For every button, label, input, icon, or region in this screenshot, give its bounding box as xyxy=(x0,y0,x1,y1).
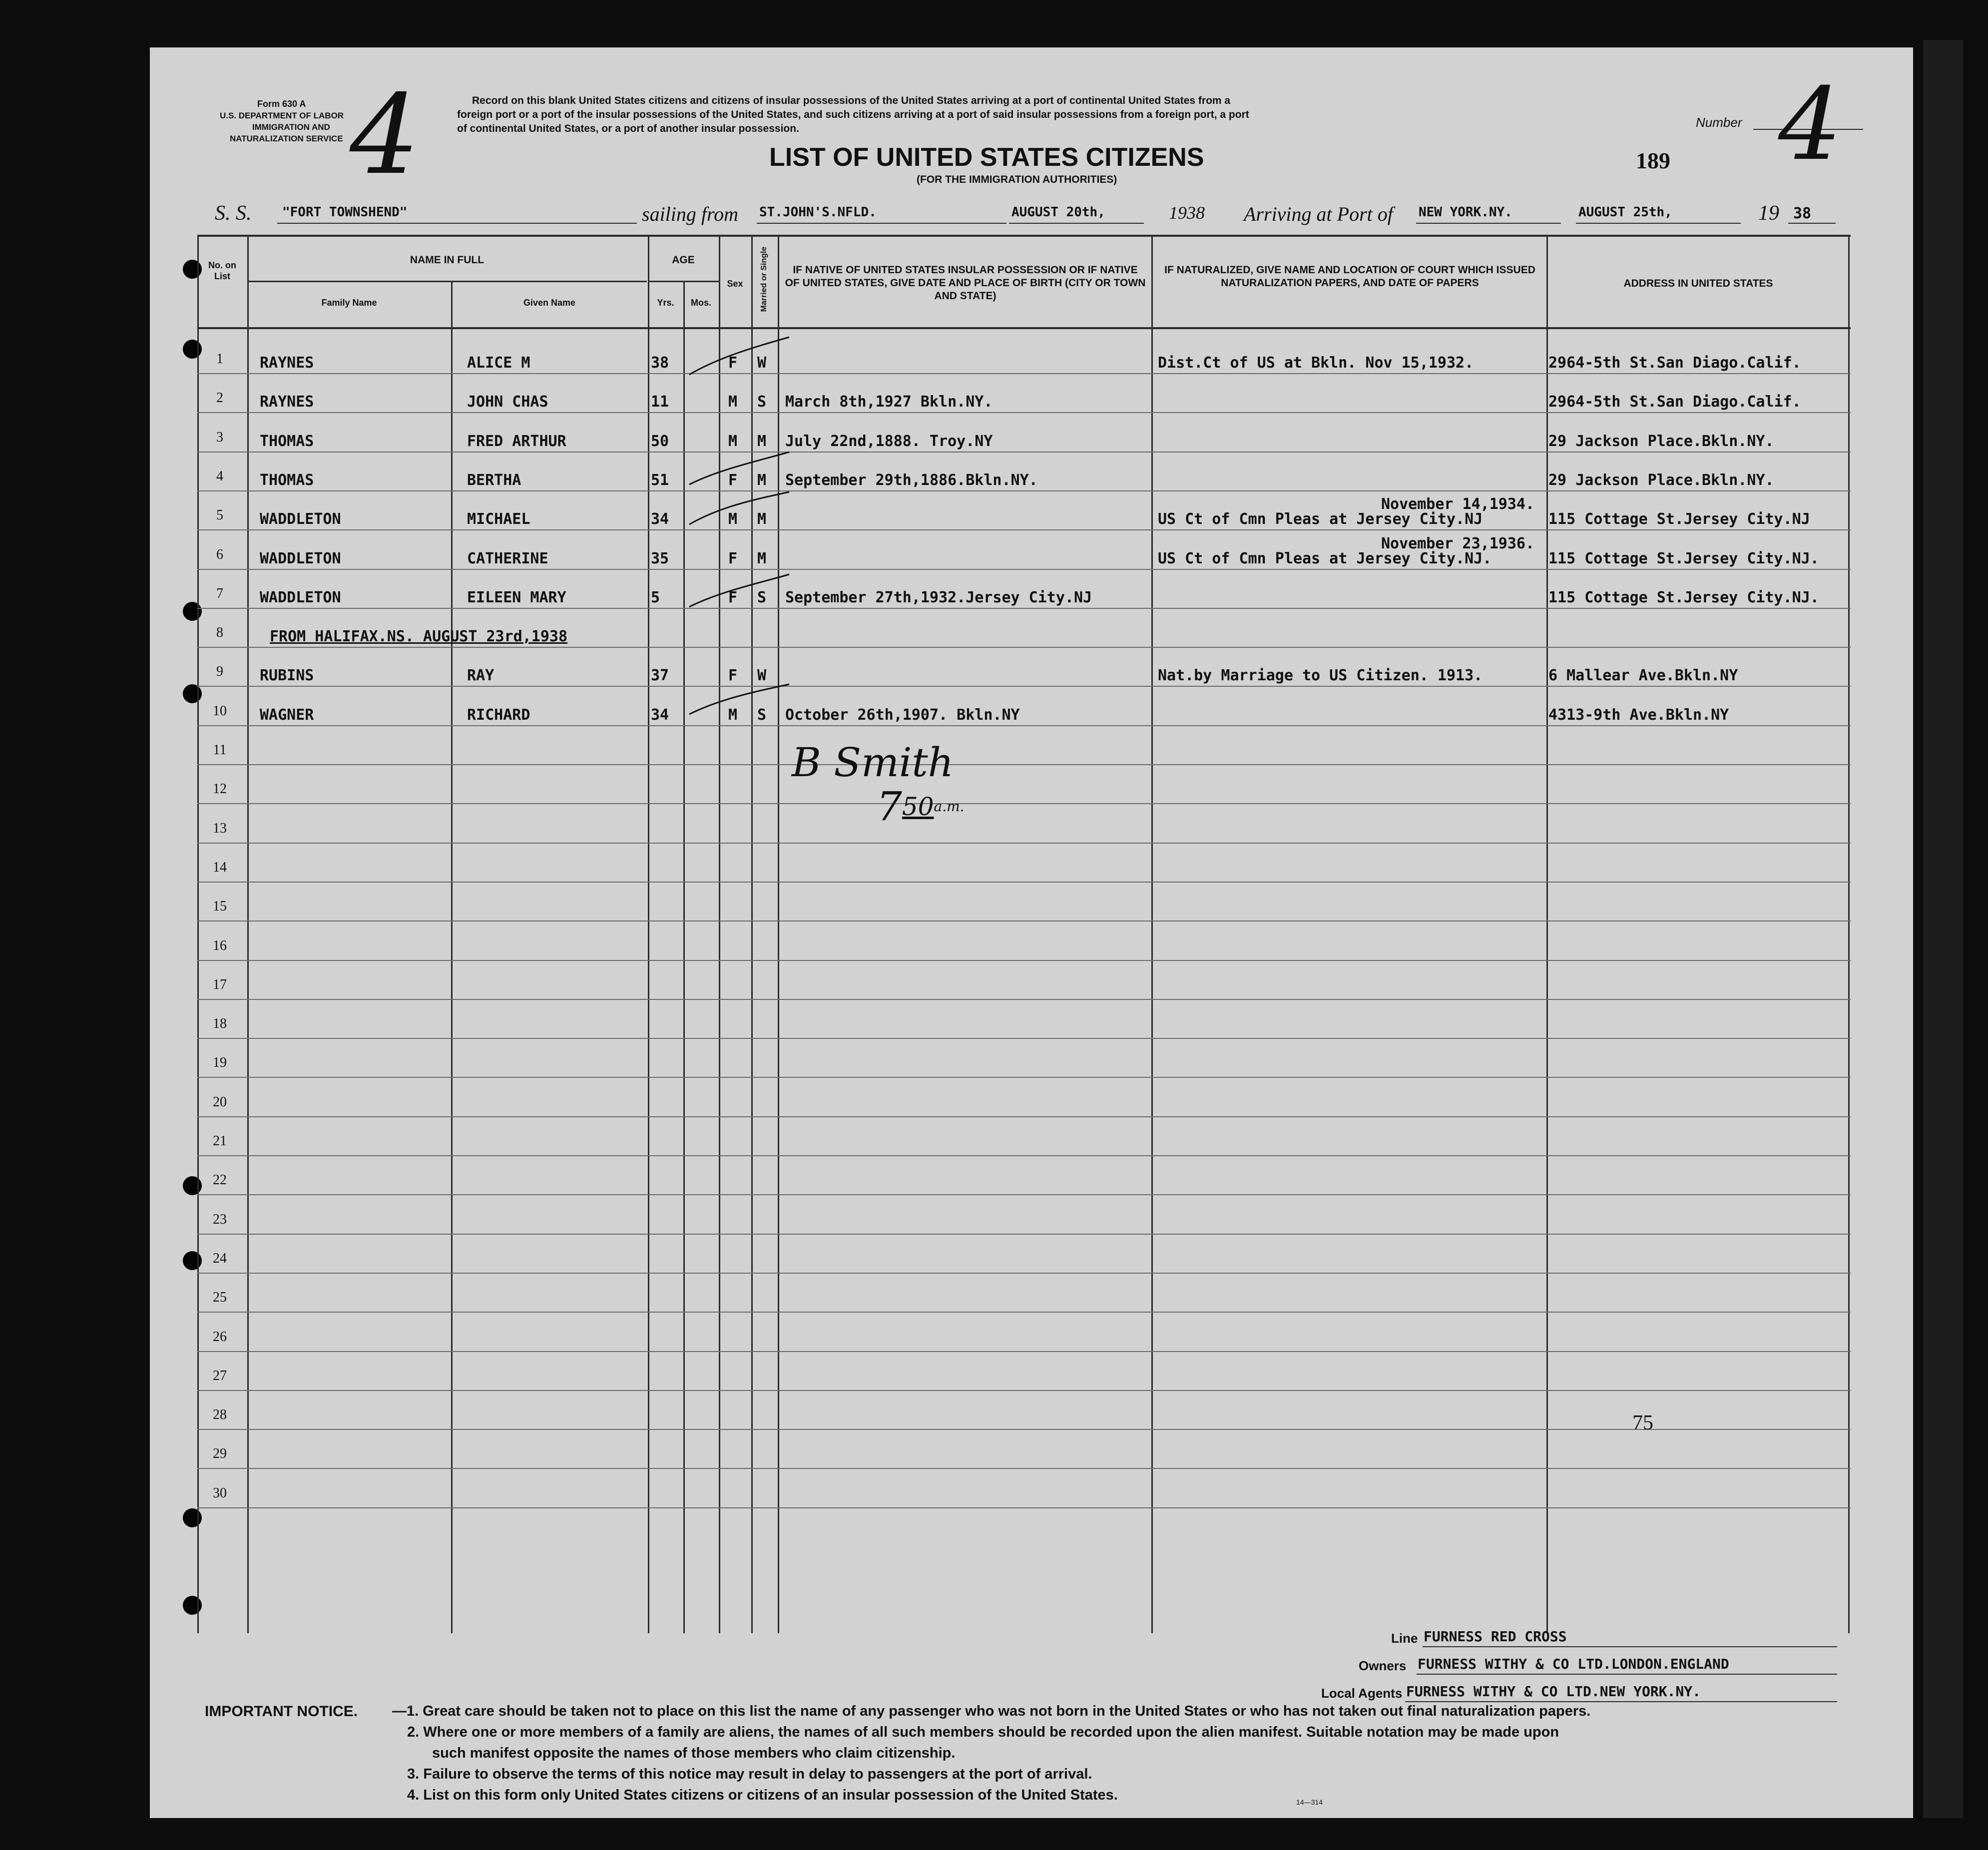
naturalization-cell: US Ct of Cmn Pleas at Jersey City.NJ xyxy=(1158,510,1483,528)
row-line xyxy=(197,1312,1851,1313)
row-line xyxy=(197,882,1851,883)
age-years-cell: 51 xyxy=(651,471,669,489)
row-number: 21 xyxy=(213,1133,227,1149)
notice-4: 4. List on this form only United States citizens or citizens of an insular possession of the United States. xyxy=(407,1787,1118,1803)
given-name-cell: ALICE M xyxy=(467,354,530,372)
sex-cell: F xyxy=(728,471,738,489)
arrival-year-suffix: 38 xyxy=(1793,205,1812,222)
row-number: 4 xyxy=(216,468,223,484)
age-years-cell: 34 xyxy=(651,510,669,528)
birth-info-cell: September 27th,1932.Jersey City.NJ xyxy=(785,588,1092,606)
row-number: 24 xyxy=(213,1250,227,1266)
sex-cell: M xyxy=(728,510,738,528)
address-cell: 2964-5th St.San Diago.Calif. xyxy=(1548,393,1801,411)
row-line xyxy=(197,1429,1851,1430)
punch-hole xyxy=(183,684,202,703)
row-line xyxy=(197,529,1851,530)
row-line xyxy=(197,1155,1851,1156)
row-number: 6 xyxy=(216,546,223,562)
sailing-date-underline xyxy=(1009,223,1144,224)
naturalization-cell: Dist.Ct of US at Bkln. Nov 15,1932. xyxy=(1158,354,1474,372)
row-line xyxy=(197,490,1851,491)
ship-underline xyxy=(277,223,637,224)
row-number: 26 xyxy=(213,1329,227,1345)
col-line-no xyxy=(247,235,249,1633)
col-head-yrs: Yrs. xyxy=(657,298,674,308)
address-cell: 29 Jackson Place.Bkln.NY. xyxy=(1548,432,1774,450)
inspection-time-minutes: 50 xyxy=(902,792,934,821)
row-number: 13 xyxy=(213,820,227,836)
ship-name: "FORT TOWNSHEND" xyxy=(282,205,408,220)
page-title: LIST OF UNITED STATES CITIZENS xyxy=(769,143,1204,172)
given-name-cell: RAY xyxy=(467,667,495,685)
row-number: 10 xyxy=(213,703,227,719)
agents-label: Local Agents xyxy=(1321,1686,1403,1701)
row-number: 20 xyxy=(213,1094,227,1110)
row-line xyxy=(197,686,1851,687)
check-mark xyxy=(689,574,789,607)
sex-cell: M xyxy=(728,706,738,724)
col-line-left xyxy=(197,235,199,1633)
notice-2: 2. Where one or more members of a family are aliens, the names of all such members should be recorded upon the alien manifest. Suitable notation may be made upon xyxy=(407,1724,1559,1740)
address-cell: 4313-9th Ave.Bkln.NY xyxy=(1548,706,1729,724)
age-years-cell: 34 xyxy=(651,706,669,724)
row-line xyxy=(197,1390,1851,1391)
row-number: 3 xyxy=(216,429,223,445)
address-cell: 29 Jackson Place.Bkln.NY. xyxy=(1548,471,1774,489)
punch-hole xyxy=(183,1176,202,1195)
number-value: 4 xyxy=(1778,66,1842,183)
inspection-time-hour: 7 xyxy=(877,783,902,830)
row-number: 16 xyxy=(213,937,227,953)
row-line xyxy=(197,452,1851,453)
naturalization-cell: US Ct of Cmn Pleas at Jersey City.NJ. xyxy=(1158,549,1492,567)
arrival-year-prefix: 19 xyxy=(1758,202,1779,225)
naturalization-cell: Nat.by Marriage to US Citizen. 1913. xyxy=(1158,667,1483,685)
header-note-3: of continental United States, or a port of another insular possession. xyxy=(457,123,799,134)
form-number: Form 630 A xyxy=(257,99,306,109)
age-years-cell: 35 xyxy=(651,549,669,567)
department-line-3: NATURALIZATION SERVICE xyxy=(230,134,343,143)
sailing-port: ST.JOHN'S.NFLD. xyxy=(759,205,877,220)
marital-status-cell: W xyxy=(757,667,767,685)
given-name-cell: RICHARD xyxy=(467,706,530,724)
col-head-family: Family Name xyxy=(321,298,377,308)
row-number: 15 xyxy=(213,899,227,915)
row-number: 28 xyxy=(213,1407,227,1423)
family-name-cell: FROM HALIFAX.NS. AUGUST 23rd,1938 xyxy=(270,628,568,646)
marital-status-cell: W xyxy=(757,354,767,372)
header-note-1: Record on this blank United States citizens and citizens of insular possessions of the United States arriving at a port of continental United States from a xyxy=(472,95,1231,106)
given-name-cell: FRED ARTHUR xyxy=(467,432,566,450)
inspection-time-meridiem: a.m. xyxy=(934,798,965,815)
family-name-cell: RAYNES xyxy=(260,393,314,411)
row-number: 25 xyxy=(213,1290,227,1306)
check-mark xyxy=(689,684,789,714)
row-line xyxy=(197,373,1851,374)
col-head-address: ADDRESS IN UNITED STATES xyxy=(1623,278,1773,289)
handwritten-page-number: 4 xyxy=(350,71,420,199)
col-line-family xyxy=(451,281,453,1633)
punch-hole xyxy=(183,1596,202,1615)
age-years-cell: 11 xyxy=(651,393,669,411)
row-line xyxy=(197,1116,1851,1117)
row-number: 11 xyxy=(213,742,227,758)
row-number: 17 xyxy=(213,976,227,992)
col-line-given xyxy=(648,235,649,1633)
col-head-sex: Sex xyxy=(727,279,743,289)
family-name-cell: WADDLETON xyxy=(260,549,341,567)
row-number: 1 xyxy=(216,351,223,367)
sailing-port-underline xyxy=(757,223,1006,224)
check-mark xyxy=(689,452,789,484)
department-line-2: IMMIGRATION AND xyxy=(252,122,330,132)
punch-hole xyxy=(183,340,202,359)
sex-cell: F xyxy=(728,667,738,685)
check-mark xyxy=(689,337,789,375)
birth-info-cell: September 29th,1886.Bkln.NY. xyxy=(785,471,1038,489)
marital-status-cell: M xyxy=(757,510,767,528)
col-head-age: AGE xyxy=(672,254,695,266)
row-number: 12 xyxy=(213,781,227,797)
row-line xyxy=(197,1077,1851,1078)
marital-status-cell: M xyxy=(757,549,767,567)
line-value: FURNESS RED CROSS xyxy=(1424,1628,1567,1645)
row-line xyxy=(197,1038,1851,1039)
agents-underline xyxy=(1405,1701,1837,1702)
punch-hole xyxy=(183,1251,202,1270)
family-name-cell: RAYNES xyxy=(260,354,314,372)
stamp-number: 189 xyxy=(1636,148,1670,173)
row-line xyxy=(197,764,1851,765)
row-line xyxy=(197,1351,1851,1352)
col-head-given: Given Name xyxy=(523,298,576,308)
line-label: Line xyxy=(1391,1631,1418,1646)
sailing-date: AUGUST 20th, xyxy=(1011,205,1105,220)
naturalization-date-cell: November 23,1936. xyxy=(1381,534,1535,552)
family-name-cell: WADDLETON xyxy=(260,588,341,606)
col-line-naturalized xyxy=(1546,235,1548,1633)
sex-cell: F xyxy=(728,354,738,372)
page-subtitle: (FOR THE IMMIGRATION AUTHORITIES) xyxy=(917,174,1117,185)
sex-cell: F xyxy=(728,588,738,606)
punch-hole xyxy=(183,1508,202,1527)
sex-cell: M xyxy=(728,432,738,450)
row-line xyxy=(197,1273,1851,1274)
arrival-port: NEW YORK.NY. xyxy=(1419,205,1512,220)
inspection-time xyxy=(877,783,965,830)
col-head-marital: Married or Single xyxy=(760,246,768,312)
row-line xyxy=(197,960,1851,961)
row-number: 23 xyxy=(213,1211,227,1227)
row-line xyxy=(197,608,1851,609)
row-number: 19 xyxy=(213,1055,227,1071)
punch-hole xyxy=(183,602,202,621)
notice-2-continued: such manifest opposite the names of those members who claim citizenship. xyxy=(432,1745,956,1761)
inspector-signature: B Smith xyxy=(792,739,954,786)
address-cell: 115 Cottage St.Jersey City.NJ. xyxy=(1548,549,1819,567)
address-cell: 2964-5th St.San Diago.Calif. xyxy=(1548,354,1801,372)
row-line xyxy=(197,843,1851,844)
row-number: 27 xyxy=(213,1368,227,1384)
page-edge xyxy=(1923,40,1963,1818)
marital-status-cell: M xyxy=(757,432,767,450)
manifest-page xyxy=(150,47,1913,1818)
arrival-port-underline xyxy=(1416,223,1561,224)
owners-value: FURNESS WITHY & CO LTD.LONDON.ENGLAND xyxy=(1418,1656,1729,1672)
row-number: 18 xyxy=(213,1016,227,1032)
notice-3: 3. Failure to observe the terms of this notice may result in delay to passengers at the port of arrival. xyxy=(407,1766,1092,1782)
check-marks xyxy=(679,335,799,764)
row-line xyxy=(197,1234,1851,1235)
row-line xyxy=(197,921,1851,922)
marital-status-cell: M xyxy=(757,471,767,489)
age-years-cell: 50 xyxy=(651,432,669,450)
row-line xyxy=(197,1468,1851,1469)
owners-underline xyxy=(1417,1674,1837,1675)
row-number: 7 xyxy=(216,585,223,601)
given-name-cell: BERTHA xyxy=(467,471,521,489)
row-line xyxy=(197,569,1851,570)
col-head-no: No. on List xyxy=(208,260,236,281)
birth-info-cell: October 26th,1907. Bkln.NY xyxy=(785,706,1020,724)
department-line-1: U.S. DEPARTMENT OF LABOR xyxy=(220,111,344,120)
row-line xyxy=(197,647,1851,648)
punch-hole xyxy=(183,260,202,279)
address-cell: 115 Cottage St.Jersey City.NJ. xyxy=(1548,588,1819,606)
row-number: 30 xyxy=(213,1485,227,1501)
row-line xyxy=(197,803,1851,804)
arrival-date-underline xyxy=(1576,223,1741,224)
owners-label: Owners xyxy=(1359,1658,1407,1673)
agents-value: FURNESS WITHY & CO LTD.NEW YORK.NY. xyxy=(1406,1683,1701,1700)
sex-cell: M xyxy=(728,393,738,411)
row-number: 29 xyxy=(213,1446,227,1462)
family-name-cell: WAGNER xyxy=(260,706,314,724)
col-line-address xyxy=(1848,235,1850,1633)
check-mark xyxy=(689,492,789,524)
family-name-cell: THOMAS xyxy=(260,432,314,450)
age-years-cell: 5 xyxy=(651,588,660,606)
page-count: 75 xyxy=(1632,1411,1653,1434)
sailing-label: sailing from xyxy=(642,203,738,225)
sailing-year: 1938 xyxy=(1169,203,1205,223)
given-name-cell: MICHAEL xyxy=(467,510,530,528)
sex-cell: F xyxy=(728,549,738,567)
birth-info-cell: March 8th,1927 Bkln.NY. xyxy=(785,393,993,411)
ss-label: S. S. xyxy=(215,202,252,225)
naturalization-date-cell: November 14,1934. xyxy=(1381,495,1535,513)
row-line xyxy=(197,1507,1851,1508)
name-subheader-line xyxy=(247,281,647,282)
line-underline xyxy=(1423,1646,1837,1647)
family-name-cell: WADDLETON xyxy=(260,510,341,528)
print-code: 14—314 xyxy=(1296,1798,1323,1806)
notice-label: IMPORTANT NOTICE. xyxy=(205,1703,358,1720)
family-name-cell: THOMAS xyxy=(260,471,314,489)
arrival-year-underline xyxy=(1788,223,1836,224)
table-top-border xyxy=(197,235,1851,237)
marital-status-cell: S xyxy=(757,706,767,724)
col-head-birth: IF NATIVE OF UNITED STATES INSULAR POSSESSION OR IF NATIVE OF UNITED STATES, GIVE DATE AND PLACE OF BIRTH (CITY OR TOWN AND STATE) xyxy=(785,264,1146,302)
row-line xyxy=(197,999,1851,1000)
address-cell: 115 Cottage St.Jersey City.NJ xyxy=(1548,510,1810,528)
arrival-date: AUGUST 25th, xyxy=(1578,205,1672,220)
row-line xyxy=(197,412,1851,413)
row-number: 9 xyxy=(216,664,223,680)
notice-1: —1. Great care should be taken not to place on this list the name of any passenger who was not born in the United States or who has not taken out final naturalization papers. xyxy=(392,1703,1591,1719)
row-number: 5 xyxy=(216,507,223,523)
header-note-2: foreign port or a port of the insular possessions of the United States, and such citizens arriving at a port of said insular possessions from a foreign port, a port xyxy=(457,109,1249,120)
header-bottom-border xyxy=(197,327,1851,329)
arriving-label: Arriving at Port of xyxy=(1244,203,1393,225)
row-line xyxy=(197,1194,1851,1195)
family-name-cell: RUBINS xyxy=(260,667,314,685)
address-cell: 6 Mallear Ave.Bkln.NY xyxy=(1548,667,1738,685)
col-head-mos: Mos. xyxy=(690,298,711,308)
number-label: Number xyxy=(1696,115,1742,130)
marital-status-cell: S xyxy=(757,588,767,606)
row-line xyxy=(197,725,1851,726)
col-head-name-full: NAME IN FULL xyxy=(410,254,485,266)
col-line-birth xyxy=(1151,235,1153,1633)
given-name-cell: EILEEN MARY xyxy=(467,588,566,606)
row-number: 14 xyxy=(213,859,227,875)
row-number: 2 xyxy=(216,390,223,406)
row-number: 22 xyxy=(213,1172,227,1188)
col-head-naturalized: IF NATURALIZED, GIVE NAME AND LOCATION OF COURT WHICH ISSUED NATURALIZATION PAPERS, AND DATE OF PAPERS xyxy=(1164,264,1535,289)
birth-info-cell: July 22nd,1888. Troy.NY xyxy=(785,432,993,450)
marital-status-cell: S xyxy=(757,393,767,411)
given-name-cell: CATHERINE xyxy=(467,549,548,567)
row-number: 8 xyxy=(216,625,223,641)
given-name-cell: JOHN CHAS xyxy=(467,393,548,411)
age-years-cell: 37 xyxy=(651,667,669,685)
age-years-cell: 38 xyxy=(651,354,669,372)
